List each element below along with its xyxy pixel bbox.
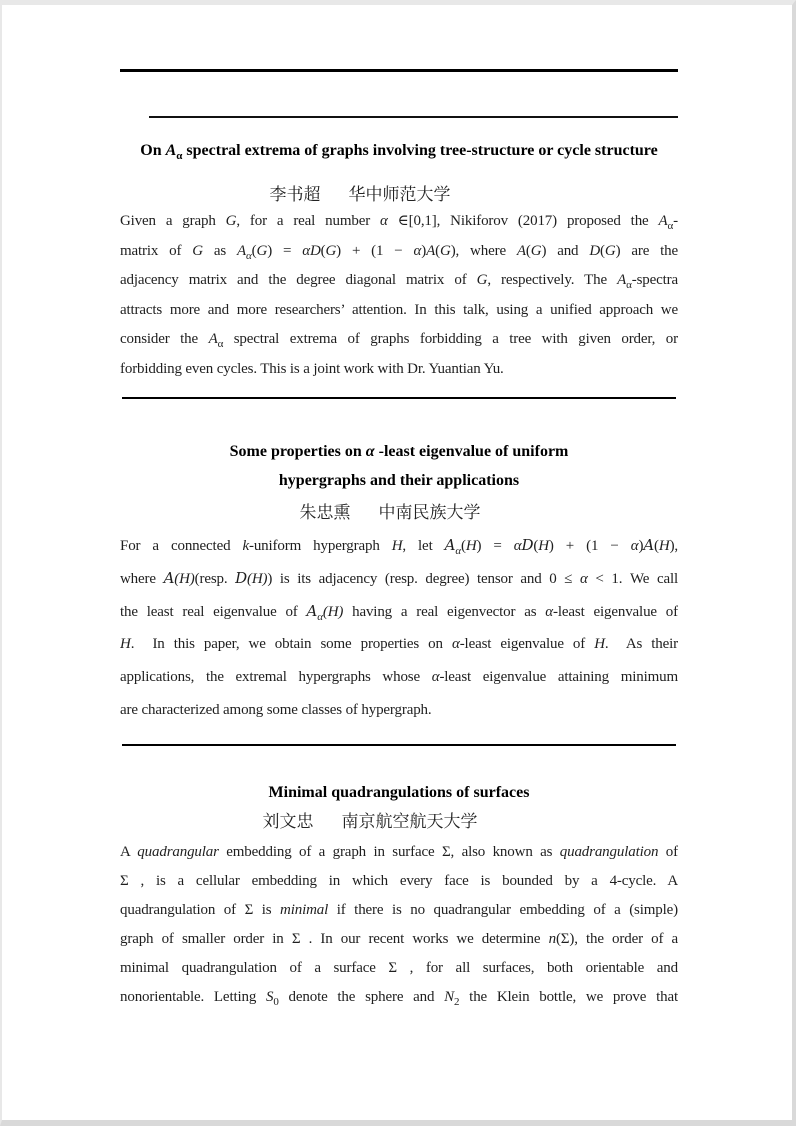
text-segment: ) is its adjacency (resp. degree) tensor and 0 ≤ [267,571,581,587]
text-segment: , respectively. The [487,272,618,288]
text-segment: A [426,242,436,259]
text-segment: are characterized among some classes of hypergraph. [120,702,432,718]
author-row [120,185,678,205]
text-segment: α [380,213,388,229]
text-segment: H [658,538,670,554]
text-segment: Σ , is a cellular embedding in which every face is bounded by a 4-cycle. A [120,873,678,889]
body-line [120,266,678,296]
section-divider [122,744,676,746]
text-segment: G [256,242,268,259]
author-affiliation: 南京航空航天大学 [341,812,478,831]
text-segment: ( [654,538,659,554]
body-line [120,628,678,661]
text-segment: denote the sphere and [278,989,445,1005]
text-segment: H [120,636,131,652]
text-segment: attracts more and more researchers’ attention. In this talk, using a unified approach we [120,301,678,318]
author-name: 李书超 [269,185,321,204]
text-segment: the Klein bottle, we prove that [459,989,678,1005]
text-segment: α [667,220,674,232]
text-segment: ) [421,242,427,259]
text-segment: α [431,669,440,685]
text-segment: N [444,989,455,1005]
author-row [120,503,678,523]
abstract-title [120,140,678,167]
text-segment: α [451,636,460,652]
text-segment: < 1. We call [587,571,678,587]
text-segment: . As their [604,636,678,652]
body-line [120,867,678,896]
text-segment: 2 [454,996,460,1008]
text-segment: -least eigenvalue of uniform [374,443,569,460]
author-row [120,812,678,832]
text-segment: n [548,931,556,947]
text-segment: ) = [267,242,303,259]
text-segment: (Σ), the order of a [555,931,678,947]
author-name: 朱忠熏 [299,503,351,522]
text-segment: αD [302,242,321,259]
text-segment: For a connected [120,538,243,554]
text-segment: quadrangulation [559,844,659,860]
page-rule-thin [149,116,678,118]
text-segment: α [365,443,375,460]
text-segment: A [516,242,526,259]
text-segment: D [589,242,601,259]
text-segment: minimal [280,902,329,918]
body-line [120,595,678,628]
text-segment: ) are the [615,242,678,259]
text-segment: nonorientable. Letting [120,989,266,1005]
text-segment: A [617,272,627,288]
text-segment: quadrangular [137,844,219,860]
text-segment: -spectra [631,272,678,288]
text-segment: A [165,142,177,159]
body-line [120,529,678,562]
body-line [120,355,678,385]
text-segment: -least eigenvalue of [553,604,678,620]
body-line [120,983,678,1012]
text-segment: ) [638,538,644,554]
text-segment: applications, the extremal hypergraphs whose [120,669,432,685]
text-segment: hypergraphs and their applications [278,472,520,489]
text-segment: ( [320,242,326,259]
page-rule-thick [120,69,678,72]
body-line [120,925,678,954]
body-line [120,237,678,267]
text-segment: G [476,272,488,288]
body-line [120,954,678,983]
text-segment: ) = [476,538,514,554]
text-segment: α [413,242,422,259]
text-segment: H [391,538,403,554]
text-segment: , let [402,538,445,554]
author-affiliation: 华中师范大学 [348,185,451,204]
text-segment: ) + (1 − [548,538,631,554]
text-segment: G [604,242,616,259]
text-segment: consider the [120,331,209,347]
text-segment: A [444,536,456,554]
abstract-section [120,140,678,384]
text-segment: D [521,536,534,554]
text-segment: A [643,536,655,554]
text-segment: H [538,538,549,554]
text-segment: ∈[0,1], Nikiforov (2017) proposed the [387,213,659,229]
abstract-body [120,207,678,384]
text-segment: D [235,569,248,587]
text-segment: α [580,571,588,587]
body-line [120,207,678,237]
text-segment: S [266,989,274,1005]
text-segment: ) + (1 − [336,242,414,259]
text-segment: (H) [174,571,195,587]
body-line [120,838,678,867]
text-segment: A [306,602,318,620]
abstract-body [120,838,678,1012]
text-segment: embedding of a graph in surface Σ, also known as [218,844,560,860]
body-line [120,296,678,326]
text-segment: ), where [450,242,517,259]
text-segment: matrix of [120,242,193,259]
text-segment: ( [600,242,605,259]
text-segment: G [440,242,451,259]
text-segment: having a real eigenvector as [343,604,546,620]
body-line [120,694,678,727]
text-segment: ( [533,538,539,554]
text-segment: α [630,538,639,554]
text-segment: ( [460,538,466,554]
abstract-title [120,782,678,804]
text-segment: A [163,569,175,587]
abstract-title [120,437,678,495]
body-line [120,562,678,595]
text-segment: -least eigenvalue of [459,636,595,652]
author-name: 刘文忠 [262,812,314,831]
title-line [120,782,678,804]
text-segment: G [225,213,237,229]
title-line [120,437,678,466]
author-affiliation: 中南民族大学 [378,503,481,522]
text-segment: where [120,571,164,587]
text-segment: H [465,538,477,554]
text-segment: A [208,331,218,347]
text-segment: A [237,242,247,259]
text-segment: k [242,538,249,554]
text-segment: α [217,338,224,350]
text-segment: (resp. [194,571,236,587]
body-line [120,325,678,355]
text-segment: as [202,242,238,259]
text-segment: of [658,844,678,860]
text-segment: -least eigenvalue attaining minimum [439,669,678,685]
title-line [120,140,678,167]
text-segment: α [176,150,183,162]
text-segment: Some properties on [229,443,366,460]
abstract-body [120,529,678,727]
text-segment: H [594,636,605,652]
text-segment: ( [525,242,531,259]
text-segment: Minimal quadrangulations of surfaces [268,784,530,801]
text-segment: ) and [541,242,590,259]
abstract-section [120,397,678,727]
text-segment: G [325,242,337,259]
text-segment: α [626,279,632,291]
title-line [120,466,678,495]
text-segment: -uniform hypergraph [248,538,392,554]
text-segment: - [673,213,678,229]
text-segment: forbidding even cycles. This is a joint work with Dr. Yuantian Yu. [120,360,504,377]
text-segment: 0 [273,996,279,1008]
text-segment: A [120,844,138,860]
text-segment: Given a graph [120,213,226,229]
body-line [120,661,678,694]
text-segment: quadrangulation of Σ is [120,902,281,918]
text-segment: α [246,249,252,262]
text-segment: spectral extrema of graphs forbidding a tree with given order, or [223,331,678,347]
text-segment: the least real eigenvalue of [120,604,307,620]
text-segment: A [658,213,668,229]
text-segment: if there is no quadrangular embedding of a (simple) [328,902,678,918]
text-segment: α [545,604,554,620]
text-segment: (H) [247,571,268,587]
text-segment: . In this paper, we obtain some properties on [130,636,452,652]
text-segment: minimal quadrangulation of a surface Σ , for all surfaces, both orientable and [120,960,678,976]
text-segment: ), [669,538,678,554]
text-segment: α [455,545,461,557]
text-segment: , for a real number [236,213,380,229]
abstract-section [120,744,678,1012]
text-segment: α [513,538,522,554]
section-divider [122,397,676,399]
text-segment: adjacency matrix and the degree diagonal matrix of [120,272,477,288]
text-segment: ( [435,242,440,259]
text-segment: On [140,142,166,159]
text-segment: G [192,242,203,259]
body-line [120,896,678,925]
text-segment: G [530,242,542,259]
text-segment: graph of smaller order in Σ . In our recent works we determine [120,931,549,947]
text-segment: spectral extrema of graphs involving tree-structure or cycle structure [182,142,658,159]
text-segment: (H) [322,604,344,620]
text-segment: ( [251,242,257,259]
text-segment: α [317,611,323,623]
